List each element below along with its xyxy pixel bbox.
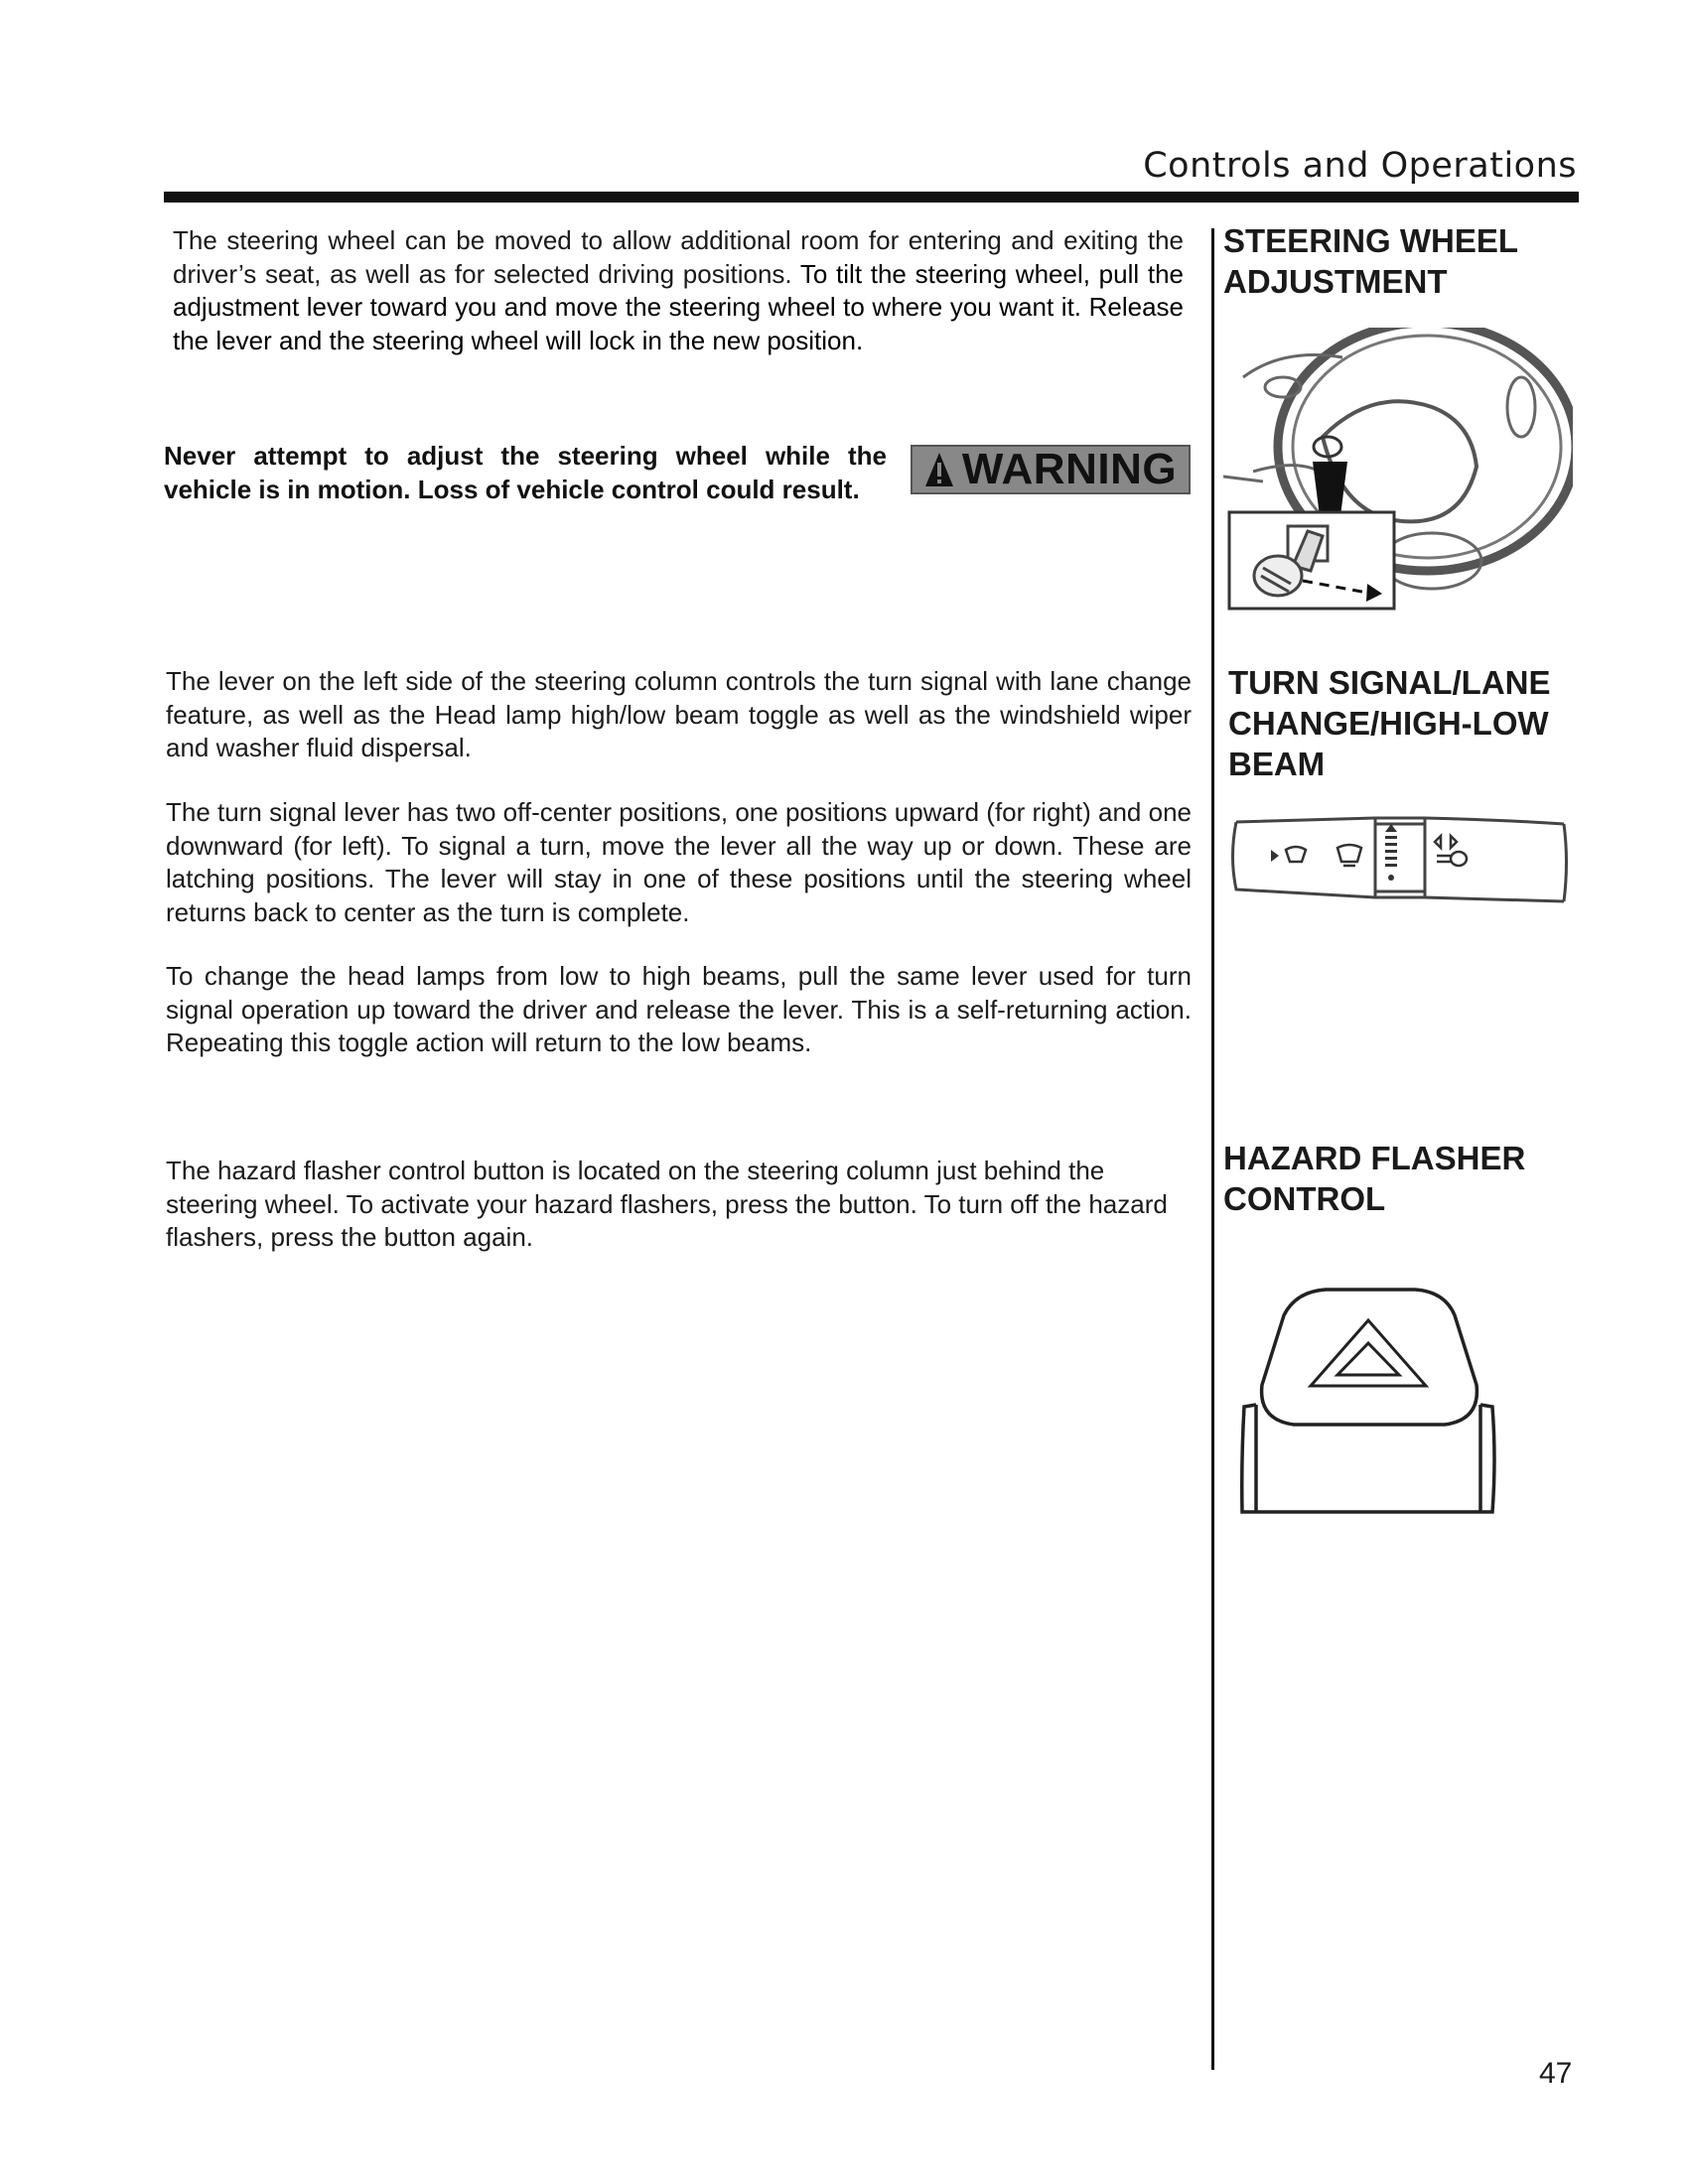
turn-signal-heading-line3: BEAM xyxy=(1228,746,1326,782)
hazard-heading xyxy=(1223,1138,1620,1219)
warning-badge xyxy=(911,445,1191,494)
steering-paragraph-instructions: To tilt the steering wheel, pull the adjustment lever toward you and move the steering wheel to where you want it. Release the lever and the steering wheel will lock in the new position. xyxy=(173,258,1184,355)
steering-heading xyxy=(1223,220,1620,302)
steering-heading-line1: STEERING WHEEL xyxy=(1223,222,1519,259)
warning-triangle-icon xyxy=(924,452,954,487)
turn-signal-paragraph-3: To change the head lamps from low to high beams, pull the same lever used for turn signal operation up toward the driver and release the lever. This is a self-returning action. Repeating this toggle action will return to the low beams. xyxy=(166,961,1192,1057)
warning-badge-label: WARNING xyxy=(961,445,1178,493)
turn-signal-paragraph-2: The turn signal lever has two off-center positions, one positions upward (for right) and one downward (for left). To signal a turn, move the lever all the way up or down. These are latching positions. The lever will stay in one of these positions until the steering wheel returns back to center as the turn is complete. xyxy=(166,797,1192,927)
column-divider xyxy=(1211,228,1214,2070)
steering-heading-line2: ADJUSTMENT xyxy=(1223,263,1448,300)
hazard-button-illustration xyxy=(1236,1286,1499,1519)
turn-signal-heading-line2: CHANGE/HIGH-LOW xyxy=(1228,705,1549,742)
warning-text: Never attempt to adjust the steering wheel while the vehicle is in motion. Loss of vehicle control could result. xyxy=(164,441,887,504)
steering-wheel-illustration xyxy=(1223,328,1573,611)
turn-signal-heading-line1: TURN SIGNAL/LANE xyxy=(1228,664,1551,701)
page-number: 47 xyxy=(1539,2057,1573,2090)
steering-paragraph-lead: The steering wheel can be moved to allow additional room for entering and exiting the driver’s seat, as well as for selected driving positions. xyxy=(173,225,1184,289)
turn-signal-heading xyxy=(1228,662,1625,784)
turn-signal-paragraph-1: The lever on the left side of the steering column controls the turn signal with lane change feature, as well as the Head lamp high/low beam toggle as well as the windshield wiper and washer fluid dispersal. xyxy=(166,666,1192,762)
hazard-heading-line2: CONTROL xyxy=(1223,1180,1386,1217)
page-header-title: Controls and Operations xyxy=(1143,146,1577,186)
hazard-heading-line1: HAZARD FLASHER xyxy=(1223,1140,1526,1176)
turn-signal-lever-illustration xyxy=(1226,812,1569,906)
steering-paragraph xyxy=(173,224,1184,357)
header-rule xyxy=(164,192,1579,203)
hazard-paragraph: The hazard flasher control button is located on the steering column just behind the steering wheel. To activate your hazard flashers, press the button. To turn off the hazard flashers, press the button again. xyxy=(166,1156,1168,1252)
